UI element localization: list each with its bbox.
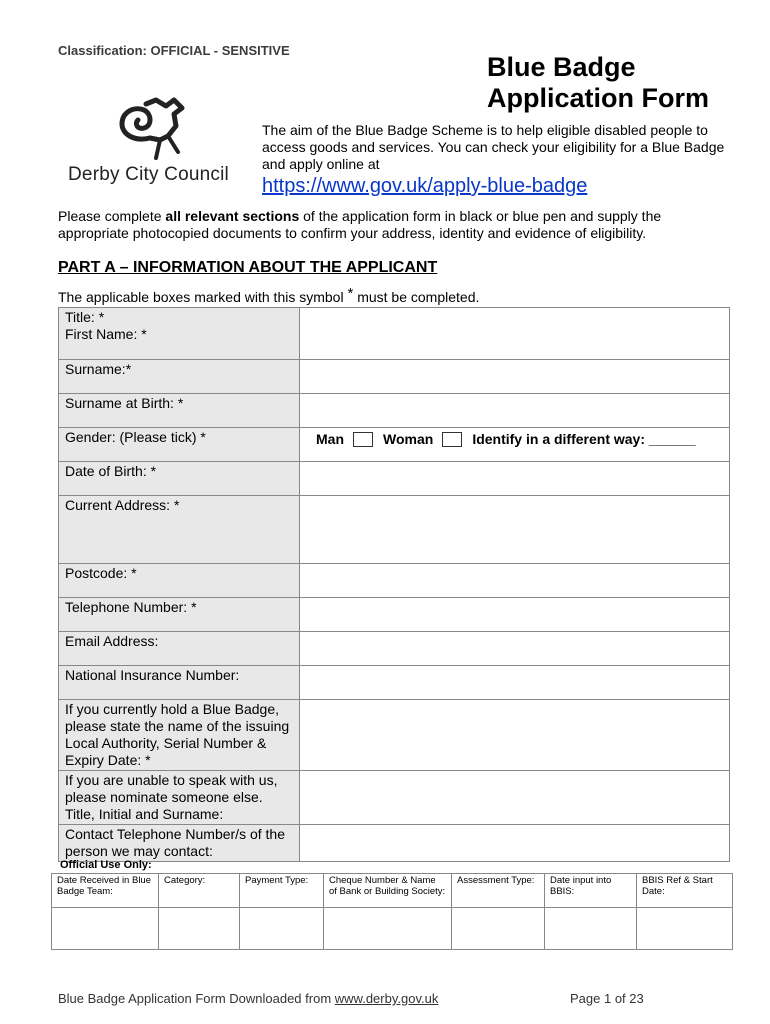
applicant-info-table (58, 307, 730, 862)
ram-emblem-icon (116, 96, 192, 160)
form-row-gender (59, 428, 730, 462)
official-use-table (51, 873, 733, 950)
title-first-name-label-text: Title: * First Name: * (65, 309, 147, 342)
symbol-note-after: must be completed. (353, 289, 480, 305)
official-col-category: Category: (159, 874, 240, 908)
ni-number-field[interactable] (300, 666, 730, 700)
official-payment-type-field[interactable] (240, 908, 324, 950)
surname-at-birth-label: Surname at Birth: * (59, 394, 300, 428)
official-col-bbis-ref: BBIS Ref & Start Date: (637, 874, 733, 908)
current-badge-field[interactable] (300, 700, 730, 771)
form-row-name (59, 308, 730, 360)
gender-woman-label: Woman (383, 431, 434, 447)
official-use-label: Official Use Only: (60, 859, 152, 871)
intro-paragraph (58, 208, 718, 242)
official-header-row (52, 874, 733, 908)
surname-field[interactable] (300, 360, 730, 394)
official-col-cheque-number: Cheque Number & Name of Bank or Building Society: (324, 874, 452, 908)
form-row-contact-phone (59, 825, 730, 862)
required-symbol-note (58, 285, 480, 306)
email-label: Email Address: (59, 632, 300, 666)
official-entry-row (52, 908, 733, 950)
form-row-dob (59, 462, 730, 496)
scheme-aim-text: The aim of the Blue Badge Scheme is to help eligible disabled people to access goods and services. You can check your eligibility for a Blue Badge and apply online at (262, 122, 725, 172)
part-a-heading: PART A – INFORMATION ABOUT THE APPLICANT (58, 259, 438, 276)
intro-text-bold: all relevant sections (165, 208, 300, 224)
gender-man-checkbox[interactable] (353, 432, 373, 447)
official-category-field[interactable] (159, 908, 240, 950)
date-of-birth-field[interactable] (300, 462, 730, 496)
current-address-label: Current Address: * (59, 496, 300, 564)
official-col-date-input: Date input into BBIS: (545, 874, 637, 908)
telephone-label: Telephone Number: * (59, 598, 300, 632)
title-first-name-field[interactable] (300, 308, 730, 360)
nominee-label: If you are unable to speak with us, please nominate someone else. Title, Initial and Surname: (59, 771, 300, 825)
form-row-nominee (59, 771, 730, 825)
official-date-input-field[interactable] (545, 908, 637, 950)
gender-woman-checkbox[interactable] (442, 432, 462, 447)
ni-number-label: National Insurance Number: (59, 666, 300, 700)
title-line-1: Blue Badge (487, 52, 636, 82)
document-title (487, 52, 757, 114)
official-bbis-ref-field[interactable] (637, 908, 733, 950)
official-cheque-number-field[interactable] (324, 908, 452, 950)
postcode-label: Postcode: * (59, 564, 300, 598)
title-line-2: Application Form (487, 83, 709, 113)
official-col-payment-type: Payment Type: (240, 874, 324, 908)
gender-options (300, 428, 730, 462)
apply-online-link[interactable]: https://www.gov.uk/apply-blue-badge (262, 175, 588, 197)
symbol-note-before: The applicable boxes marked with this symbol (58, 289, 348, 305)
intro-text-before: Please complete (58, 208, 166, 224)
form-row-address (59, 496, 730, 564)
official-col-assessment-type: Assessment Type: (452, 874, 545, 908)
gender-label: Gender: (Please tick) * (59, 428, 300, 462)
surname-at-birth-field[interactable] (300, 394, 730, 428)
email-field[interactable] (300, 632, 730, 666)
page-number: Page 1 of 23 (570, 991, 644, 1006)
form-row-postcode (59, 564, 730, 598)
postcode-field[interactable] (300, 564, 730, 598)
form-row-telephone (59, 598, 730, 632)
form-row-ni-number (59, 666, 730, 700)
gender-other-label[interactable]: Identify in a different way: ______ (472, 431, 696, 447)
form-row-surname-at-birth (59, 394, 730, 428)
nominee-field[interactable] (300, 771, 730, 825)
current-badge-label: If you currently hold a Blue Badge, please state the name of the issuing Local Authority, Serial Number & Expiry Date: * (59, 700, 300, 771)
form-row-email (59, 632, 730, 666)
title-first-name-label (59, 308, 300, 360)
intro-text-after: of the application form in black or blue pen and supply the appropriate photocopied documents to confirm your address, identity and evidence of eligibility. (58, 208, 662, 241)
required-asterisk-icon: * (347, 285, 354, 302)
footer-text: Blue Badge Application Form Downloaded from (58, 991, 335, 1006)
official-date-received-field[interactable] (52, 908, 159, 950)
gender-man-label: Man (316, 431, 344, 447)
council-name: Derby City Council (68, 164, 229, 185)
council-logo (66, 96, 246, 196)
contact-phone-field[interactable] (300, 825, 730, 862)
footer-link[interactable]: www.derby.gov.uk (334, 991, 439, 1006)
surname-label: Surname:* (59, 360, 300, 394)
official-assessment-type-field[interactable] (452, 908, 545, 950)
footer-source (58, 991, 438, 1006)
date-of-birth-label: Date of Birth: * (59, 462, 300, 496)
current-address-field[interactable] (300, 496, 730, 564)
contact-phone-label: Contact Telephone Number/s of the person we may contact: (59, 825, 300, 862)
official-col-date-received: Date Received in Blue Badge Team: (52, 874, 159, 908)
telephone-field[interactable] (300, 598, 730, 632)
form-row-surname (59, 360, 730, 394)
classification-label: Classification: OFFICIAL - SENSITIVE (58, 43, 290, 58)
form-row-current-badge (59, 700, 730, 771)
